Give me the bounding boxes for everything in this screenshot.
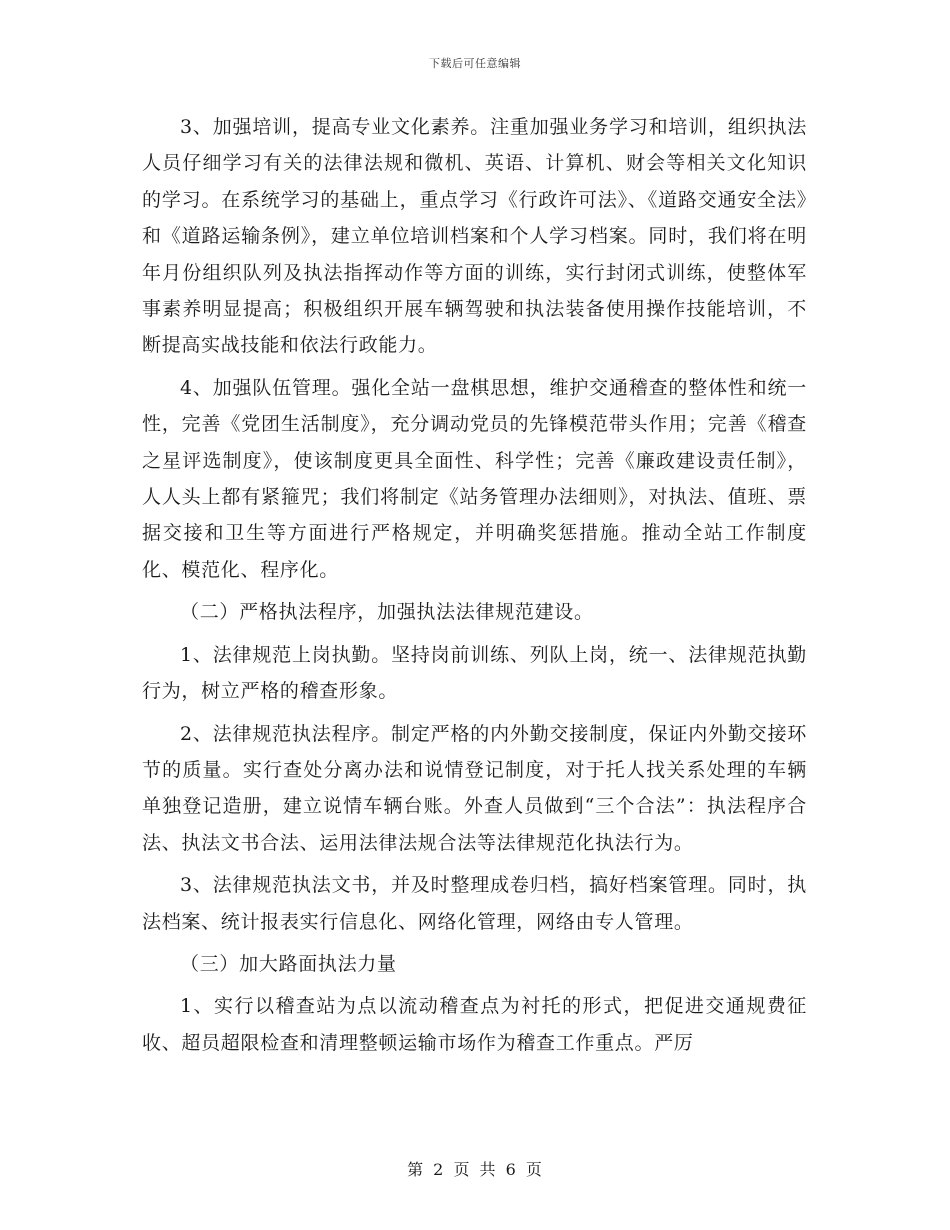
document-body <box>142 109 807 1067</box>
paragraph-procedure: 2、法律规范执法程序。制定严格的内外勤交接制度，保证内外勤交接环节的质量。实行查处分离办法和说情登记制度，对于托人找关系处理的车辆单独登记造册，建立说情车辆台账。外查人员做到“三个合法”：执法程序合法、执法文书合法、运用法律法规合法等法律规范化执法行为。 <box>142 722 807 854</box>
paragraph-inspection-stations: 1、实行以稽查站为点以流动稽查点为衬托的形式，把促进交通规费征收、超员超限检查和清理整顿运输市场作为稽查工作重点。严厉 <box>142 995 807 1054</box>
page-number: 第 2 页 共 6 页 <box>407 1160 543 1179</box>
download-note: 下载后可任意编辑 <box>429 57 521 70</box>
section-heading-road-enforcement: （三）加大路面执法力量 <box>180 952 397 975</box>
section-heading-strict-procedure: （二）严格执法程序，加强执法法律规范建设。 <box>180 601 594 624</box>
paragraph-documents: 3、法律规范执法文书，并及时整理成卷归档，搞好档案管理。同时，执法档案、统计报表实行信息化、网络化管理，网络由专人管理。 <box>142 874 807 933</box>
paragraph-duty: 1、法律规范上岗执勤。坚持岗前训练、列队上岗，统一、法律规范执勤行为，树立严格的稽查形象。 <box>142 643 807 703</box>
paragraph-team-management: 4、加强队伍管理。强化全站一盘棋思想，维护交通稽查的整体性和统一性，完善《党团生活制度》，充分调动党员的先锋模范带头作用；完善《稽查之星评选制度》，使该制度更具全面性、科学性；完善《廉政建设责任制》，人人头上都有紧箍咒；我们将制定《站务管理办法细则》，对执法、值班、票据交接和卫生等方面进行严格规定，并明确奖惩措施。推动全站工作制度化、模范化、程序化。 <box>142 376 807 581</box>
paragraph-training: 3、加强培训，提高专业文化素养。注重加强业务学习和培训，组织执法人员仔细学习有关的法律法规和微机、英语、计算机、财会等相关文化知识的学习。在系统学习的基础上，重点学习《行政许可法》、《道路交通安全法》和《道路运输条例》，建立单位培训档案和个人学习档案。同时，我们将在明年月份组织队列及执法指挥动作等方面的训练，实行封闭式训练，使整体军事素养明显提高；积极组织开展车辆驾驶和执法装备使用操作技能培训，不断提高实战技能和依法行政能力。 <box>142 116 807 357</box>
